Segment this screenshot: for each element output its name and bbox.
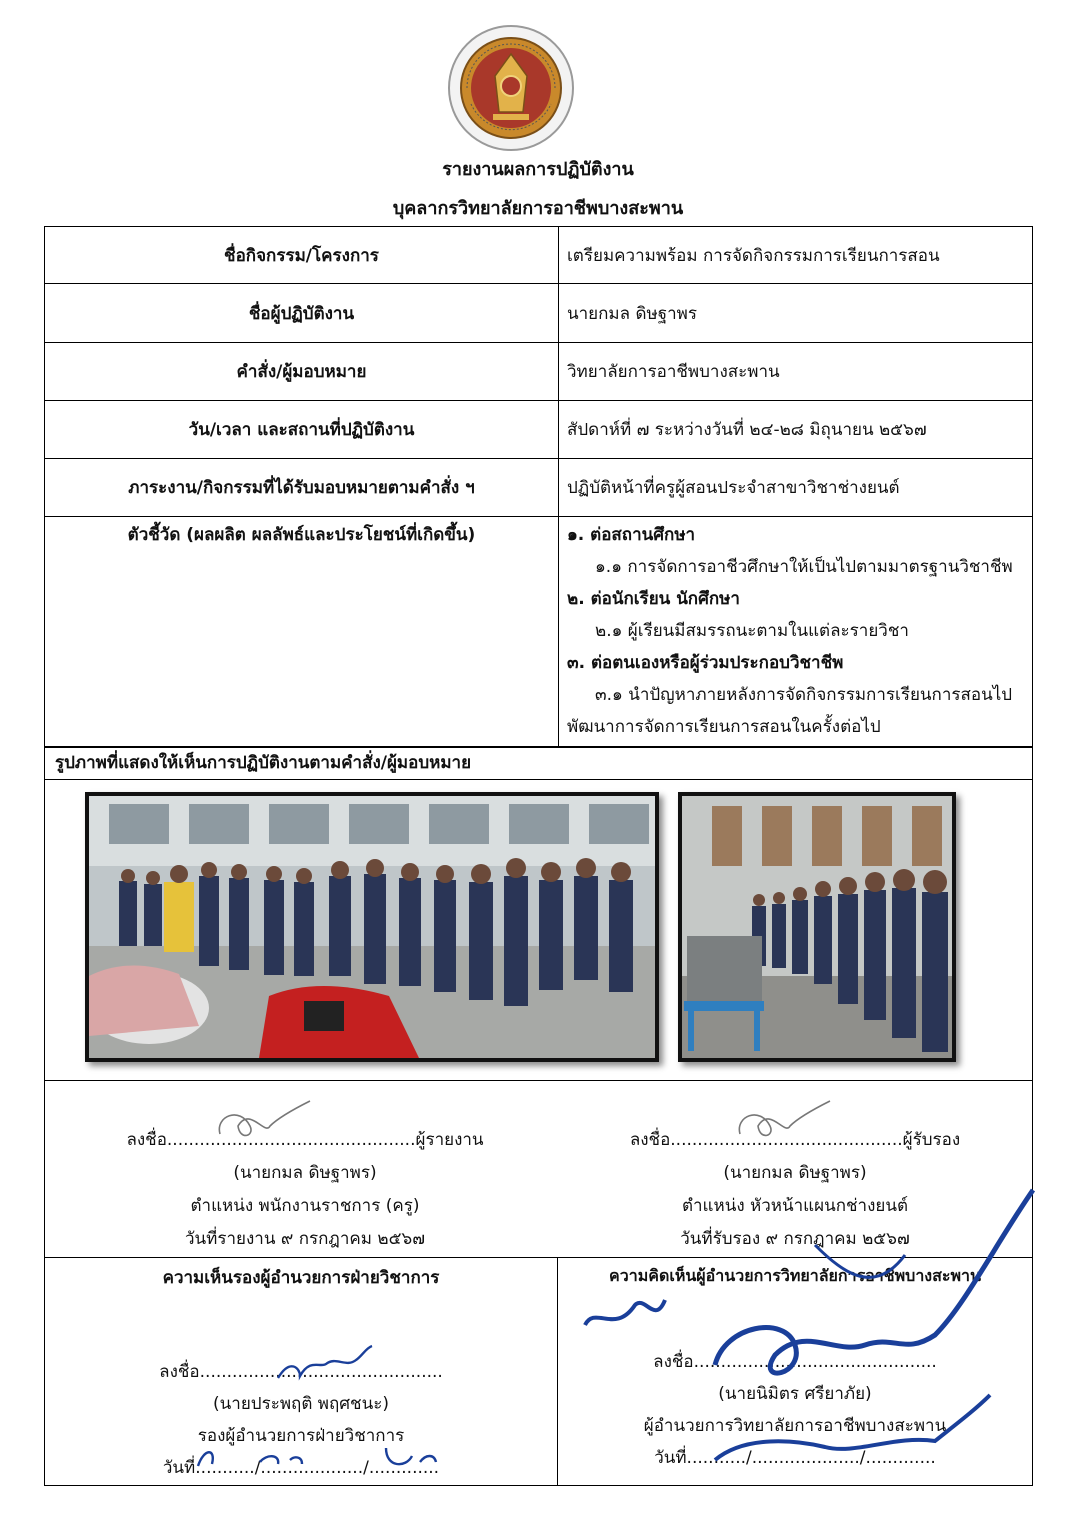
director-date: วันที่.........../..................../.............: [654, 1448, 936, 1468]
row-label: ชื่อกิจกรรม/โครงการ: [45, 227, 559, 284]
table-row: [45, 459, 1033, 517]
table-row: [45, 227, 1033, 284]
deputy-opinion-heading: ความเห็นรองผู้อำนวยการฝ่ายวิชาการ: [162, 1268, 440, 1288]
row-label: คำสั่ง/ผู้มอบหมาย: [45, 343, 559, 401]
workshop-photo-students: [85, 792, 659, 1062]
certifier-date: วันที่รับรอง ๙ กรกฎาคม ๒๕๖๗: [680, 1229, 910, 1249]
reporter-date: วันที่รายงาน ๙ กรกฎาคม ๒๕๖๗: [184, 1229, 426, 1249]
table-row: [45, 343, 1033, 401]
director-name: (นายนิมิตร ศรียาภัย): [718, 1384, 872, 1404]
row-value: นายกมล ดิษฐาพร: [559, 284, 1033, 343]
indicator-item: ๓.๑ นำปัญหาภายหลังการจัดกิจกรรมการเรียนการสอนไป: [595, 685, 1013, 705]
workshop-photo-engine: [678, 792, 956, 1062]
row-value: เตรียมความพร้อม การจัดกิจกรรมการเรียนการสอน: [559, 227, 1033, 284]
director-position: ผู้อำนวยการวิทยาลัยการอาชีพบางสะพาน: [643, 1416, 947, 1436]
director-sign-line: ลงชื่อ.............................................: [653, 1352, 937, 1372]
table-row: [45, 517, 1033, 748]
director-opinion-section: [557, 1257, 1033, 1486]
deputy-sign-line: ลงชื่อ.............................................: [159, 1362, 443, 1382]
table-row: [45, 401, 1033, 459]
indicator-heading: ๓. ต่อตนเองหรือผู้ร่วมประกอบวิชาชีพ: [567, 653, 844, 673]
row-label: ชื่อผู้ปฏิบัติงาน: [45, 284, 559, 343]
certifier-name: (นายกมล ดิษฐาพร): [723, 1163, 867, 1183]
photos-heading: รูปภาพที่แสดงให้เห็นการปฏิบัติงานตามคำสั่ง/ผู้มอบหมาย: [44, 746, 1033, 780]
photos-section: [44, 779, 1033, 1081]
indicator-heading: ๒. ต่อนักเรียน นักศึกษา: [567, 589, 740, 609]
deputy-position: รองผู้อำนวยการฝ่ายวิชาการ: [197, 1426, 405, 1446]
indicator-item: ๒.๑ ผู้เรียนมีสมรรถนะตามในแต่ละรายวิชา: [595, 621, 909, 641]
row-value: วิทยาลัยการอาชีพบางสะพาน: [559, 343, 1033, 401]
indicator-heading: ๑. ต่อสถานศึกษา: [567, 525, 696, 545]
indicator-item: ๑.๑ การจัดการอาชีวศึกษาให้เป็นไปตามมาตรฐานวิชาชีพ: [595, 557, 1013, 577]
signature-section: [44, 1080, 1033, 1258]
certifier-sign-line: ลงชื่อ...........................................ผู้รับรอง: [629, 1130, 961, 1150]
certifier-position: ตำแหน่ง หัวหน้าแผนกช่างยนต์: [681, 1196, 909, 1216]
college-seal-logo: [447, 24, 575, 152]
table-row: [45, 284, 1033, 343]
director-opinion-heading: ความคิดเห็นผู้อำนวยการวิทยาลัยการอาชีพบางสะพาน: [609, 1266, 981, 1285]
deputy-date: วันที่.........../.................../.............: [162, 1458, 440, 1478]
indicator-label: ตัวชี้วัด (ผลผลิต ผลลัพธ์และประโยชน์ที่เกิดขึ้น): [45, 517, 559, 748]
reporter-signature-block: [105, 1124, 505, 1256]
reporter-sign-line: ลงชื่อ..............................................ผู้รายงาน: [126, 1130, 484, 1150]
reporter-name: (นายกมล ดิษฐาพร): [233, 1163, 377, 1183]
deputy-signature-block: [45, 1356, 557, 1484]
indicator-item-continued: พัฒนาการจัดการเรียนการสอนในครั้งต่อไป: [567, 717, 881, 737]
indicator-list: [559, 517, 1033, 748]
deputy-opinion-section: [44, 1257, 558, 1486]
report-subtitle: บุคลากรวิทยาลัยการอาชีพบางสะพาน: [392, 198, 684, 219]
report-table: [44, 226, 1033, 748]
reporter-position: ตำแหน่ง พนักงานราชการ (ครู): [190, 1196, 420, 1216]
row-value: สัปดาห์ที่ ๗ ระหว่างวันที่ ๒๔-๒๘ มิถุนายน ๒๕๖๗: [559, 401, 1033, 459]
row-label: ภาระงาน/กิจกรรมที่ได้รับมอบหมายตามคำสั่ง ฯ: [45, 459, 559, 517]
row-label: วัน/เวลา และสถานที่ปฏิบัติงาน: [45, 401, 559, 459]
director-signature-block: [558, 1346, 1032, 1474]
report-title: รายงานผลการปฏิบัติงาน: [442, 159, 634, 180]
certifier-signature-block: [605, 1124, 985, 1256]
deputy-name: (นายประพฤติ พฤศชนะ): [213, 1394, 389, 1414]
row-value: ปฏิบัติหน้าที่ครูผู้สอนประจำสาขาวิชาช่างยนต์: [559, 459, 1033, 517]
